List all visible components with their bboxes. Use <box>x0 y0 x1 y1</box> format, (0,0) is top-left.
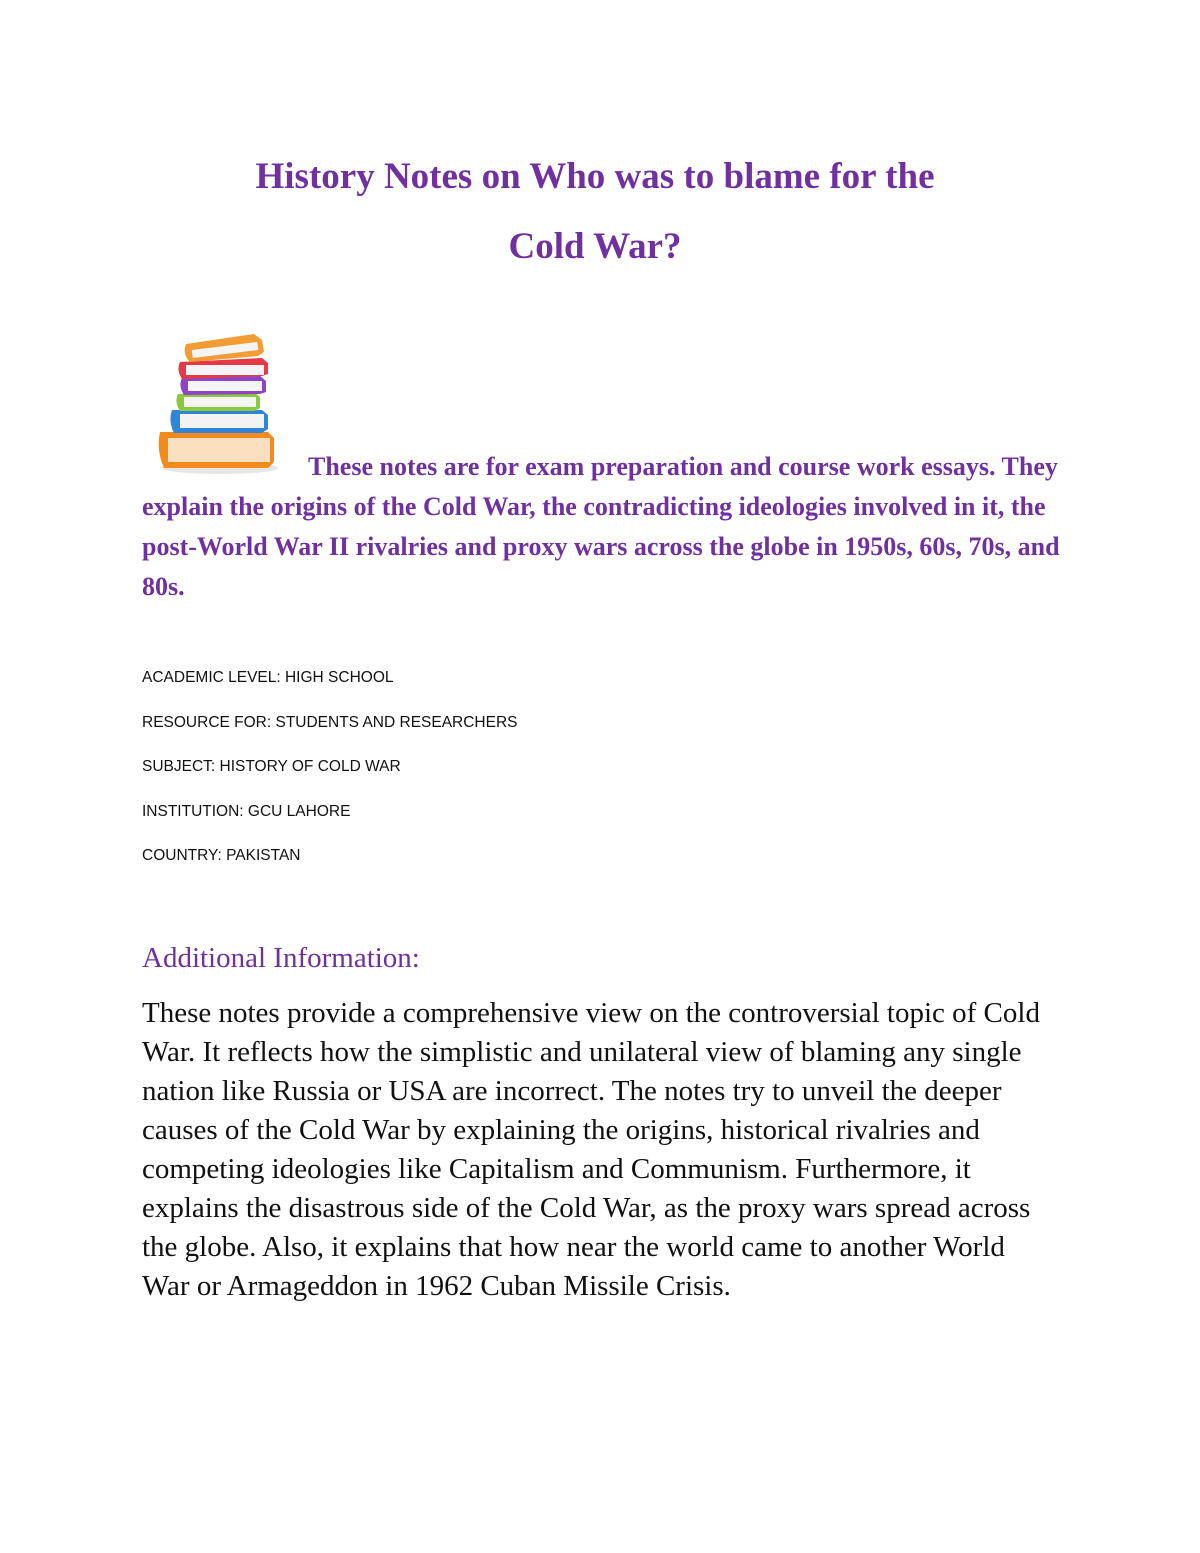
title-line-1: History Notes on Who was to blame for the <box>255 156 935 197</box>
intro-text: These notes are for exam preparation and course work essays. They explain the origins of the Cold War, the contradicting ideologies involved in it, the post-World War II rivalries and proxy wars across the globe in 1950s, 60s, 70s, and 80s. <box>142 452 1060 601</box>
additional-info-body: These notes provide a comprehensive view on the controversial topic of Cold War. It reflects how the simplistic and unilateral view of blaming any single nation like Russia or USA are incorrect. The notes try to unveil the deeper causes of the Cold War by explaining the origins, historical rivalries and competing ideologies like Capitalism and Communism. Furthermore, it explains the disastrous side of the Cold War, as the proxy wars spread across the globe. Also, it explains that how near the world came to another World War or Armageddon in 1962 Cuban Missile Crisis. <box>142 997 1040 1302</box>
subject: SUBJECT: HISTORY OF COLD WAR <box>142 758 401 775</box>
resource-for: RESOURCE FOR: STUDENTS AND RESEARCHERS <box>142 713 518 731</box>
page-title <box>100 142 1090 282</box>
country: COUNTRY: PAKISTAN <box>142 847 301 864</box>
academic-level: ACADEMIC LEVEL: HIGH SCHOOL <box>142 669 394 686</box>
title-line-2: Cold War? <box>508 226 682 267</box>
additional-info-heading: Additional Information: <box>142 942 420 974</box>
metadata-list <box>142 666 842 889</box>
institution: INSTITUTION: GCU LAHORE <box>142 802 351 820</box>
intro-paragraph <box>142 447 1062 607</box>
